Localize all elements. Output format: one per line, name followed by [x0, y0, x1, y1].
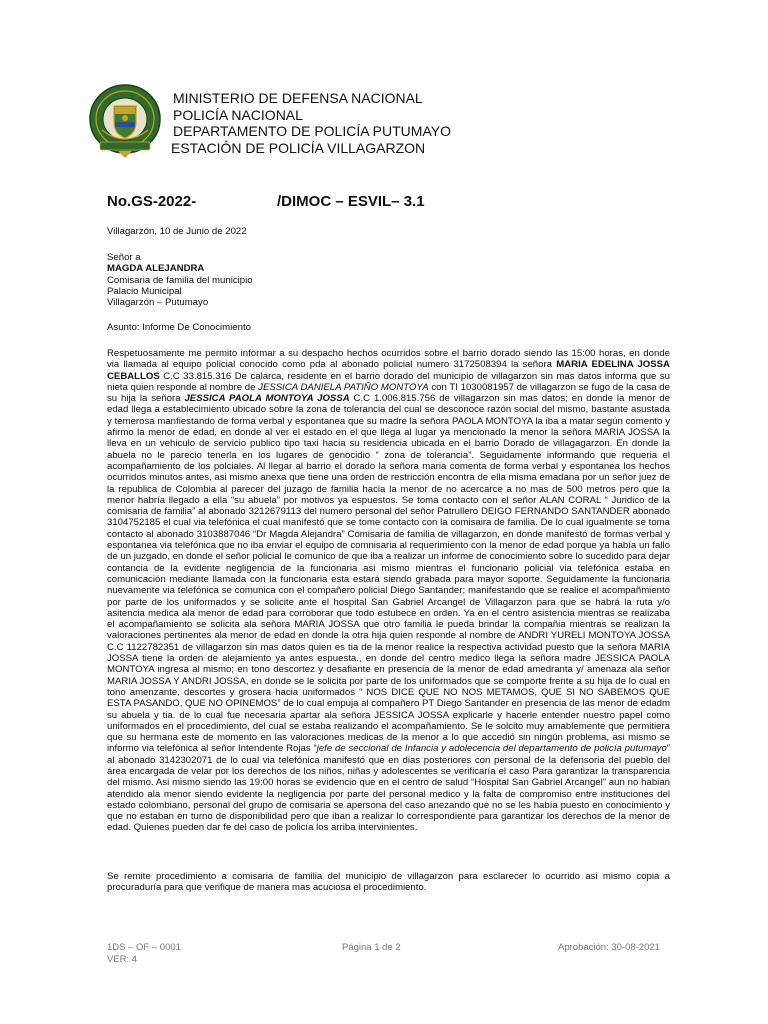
institution-header	[173, 90, 451, 156]
body-segment: con TI 1030081957 de villagarzon se fugo de la casa de su hija la señora	[107, 381, 670, 405]
report-body-paragraph	[107, 348, 670, 834]
institution-line-ministry: MINISTERIO DE DEFENSA NACIONAL	[173, 90, 423, 106]
national-police-crest-icon	[88, 82, 162, 160]
body-segment: JESSICA DANIELA PATIÑO MONTOYA	[258, 381, 429, 393]
institution-line-police: POLICÍA NACIONAL	[173, 106, 303, 123]
body-segment: Respetuosamente me permito informar a su despacho hechos ocurridos sobre el barrio dorado siendo las 15:00 horas, en donde via llamada al equipo policial conocido como pda al abonado policial numero 3172508394 la señora	[107, 348, 670, 371]
body-segment: C.C 1.006.815.756 de villagarzon sin mas datos; en donde la menor de edad llega a establecimiento ubicado sobre la zona de tolerancia del cual se desconoce razón social del mismo, bastante asustada y temerosa manfiestando de forma verbal y espontanea que su madre la señora PAOLA MONTOYA la iba a matar según comento y afirmo la menor de edad, en donde al ver el estado en el que llega al lugar ya mencionado la menor la señora MARIA JOSSA la lleva en un vehiculo de servicio publico tipo taxi hacia su residencia ubicada en el barrio Dorado de villagagarzon. En donde la abuela no le parecio tenerla en los lugares de genocidio “ zona de tolerancia”. Seguidamente informando que requeria el acompañamiento de los polciales. Al llegar al barrio el dorado la señora maria comenta de forma verbal y espontanea los hechos ocurridos minutos antes, asi mismo anexa que tiene una orden de restricción encontra de ella misma emadana por un señor juez de la republica de Colombia al parecer del juzago de familia hacia la menor de no acercarce a no mas de 500 metros pero que la menor habría llegado a ella “su abuela” por motivos ya espuestos. Se toma contacto con el señor ALAN CORAL “ Juridico de la comisaria de familia” al abonado 3212679113 del numero personal del señor Patrullero DEIGO FERNANDO SANTANDER abonado 3104752185 el cual via telefónica el cual manifestó que se tome contacto con la comisaira de familia. De lo cual igualmente se toma contacto al abonado 3103887046 “Dr Magda Alejandra” Comisaria de familia de villagarzon, en donde manifestó de formas verbal y espontanea via telefónica que no iba enviar el equipo de comnisaria al requerimiento con la menor de edad porque ya había un fallo de un juzgado, en donde el señor policial le comunico de que iba a realizar un informe de conocimiento sobre lo sucedido para dejar contancia de la evidente negligencia de la funcionaria asi mismo mientras el funcionario policial via telefónica estaba en comunicación mediante llamada con la funcionaria esta estará siendo grabada para mayor soporte. Seguidamente la funcionaria nuevamente via telefónica se comunica con el compañero policial Diego Santander; manifestando que se realice el acompañmiento por parte de los uniformados y se solicite ante el hospital San Gabriel Arcangel de Villagarzon para que se habrá la ruta y/o asitencia medica ala menor de edad para corroborar que todo estubece en orden. Ya en el centro asistencia mientras se realizaba el acompañamiento se solicita ala señora MARIA JOSSA que otro familia le pueda brindar la compañia mientras se realizan la valoraciones pertinentes ala menor de edad en donde la otra hija quien responde al nombre de ANDRI YURELI MONTOYA JOSSA C.C 1122782351 de villagarzon sin mas datos quien es tia de la menor realice la respectiva actividad puesto que la señora MARIA JOSSA tiene la orden de alejamiento ya antes espuesta., en donde del centro medico llega la señora madre JESSICA PAOLA MONTOYA ingresa al mismo; en tono descortez y desafiante en presencia de la menor de edad amedranta y/ amenaza ala señor MARIA JOSSA Y ANDRI JOSSA, en donde se le solicita por parte de los uniformados que se comporte frente a su hija de lo cual en tono amenzante, descortes y grosera hacia uniformados “ NOS DICE QUE NO NOS METAMOS, QUE SI NO SABEMOS QUE ESTA PASANDO, QUE NO OPINEMOS” de lo cual empuja al compañero PT Diego Santander en presencia de las menor de edadm su abuela y tia. de lo cual fue necesaria apartar ala señora JESSICA JOSSA explicarle y hacerle entender nuestro papel como uniformados en el procedimiento, del cual se estaba realizando el acompañamiento. Se le solcito muy amablemente que permitiera que su hermana este de momento en las valoraciones medicas de la menor a lo que accedió sin ningún problema, asi mismo se informo via telefónica al señor Intendente Rojas “	[107, 393, 670, 755]
recipient-name: MAGDA ALEJANDRA	[107, 263, 205, 275]
recipient-place: Palacio Municipal	[107, 285, 182, 297]
date-line: Villagarzón, 10 de Junio de 2022	[107, 226, 247, 237]
institution-line-department: DEPARTAMENTO DE POLICÍA PUTUMAYO	[173, 123, 451, 139]
recipient-salutation: Señor a	[107, 252, 141, 263]
recipient-block	[107, 252, 670, 308]
body-segment: jefe de seccional de Infancia y adolecencia del departamento de policía putumayo	[316, 743, 667, 755]
document-code: /DIMOC – ESVIL– 3.1	[277, 193, 425, 210]
closing-paragraph: Se remite procedimiento a comisaria de familia del municipio de villagarzon para esclarecer lo ocurrido asi mismo copia a procuraduría para que verifique de manera mas acuciosa el procedimiento.	[107, 871, 670, 894]
subject-line: Asunto: Informe De Conocimiento	[107, 322, 251, 333]
institution-line-station: ESTACIÓN DE POLICÍA VILLAGARZON	[171, 139, 426, 156]
body-segment-bold	[184, 393, 349, 404]
body-segment-emphasis: JESSICA PAOLA MONTOYA JOSSA	[184, 393, 350, 405]
footer-document-code	[107, 942, 181, 966]
footer-version-line: VER: 4	[107, 954, 138, 965]
body-segment: MARIA EDELINA JOSSA CEBALLOS	[107, 359, 670, 382]
footer-code-line: 1DS – OF – 0001	[107, 942, 181, 953]
recipient-role: Comisaria de familia del municipio	[107, 274, 253, 286]
footer-page-number: Página 1 de 2	[342, 942, 401, 953]
recipient-city: Villagarzón – Putumayo	[107, 297, 209, 309]
body-segment: C.C 33.815.316 De calarca, residente en el barrio dorado del municipio de villagarzon sin mas datos informa que su nieta quien responde al nombre de	[107, 370, 670, 393]
document-number: No.GS-2022-	[107, 193, 197, 210]
footer-approval-date: Aprobación: 30-08-2021	[558, 942, 660, 953]
body-segment: ” al abonado 3142302071 de lo cual via telefónica manifestó que en dias posteriores con personal de la defensoria del pueblo del área encargada de velar por los derechos de los niños, niñas y adolescentes se verificaría el caso Para garantizar la transparencia del mismo. Asi mismo siendo las 19:00 horas se evidencio que en el centro de salud “Hospital San Gabriel Arcangel” aun no habian atendido ala menor siendo evidente la negligencia por parte del personal medico y la falta de compromiso entre instituciones del estado colombiano, personal del grupo de comisaria se apersona del caso anezando que no se les había puesto en conocimiento y que no estaban en turno de disponibilidad pero que iban a realizar lo correspondiente para garantizar los derechos de la menor de edad. Quienes pueden dar fe del caso de policía los arriba intervinientes.	[107, 743, 670, 834]
